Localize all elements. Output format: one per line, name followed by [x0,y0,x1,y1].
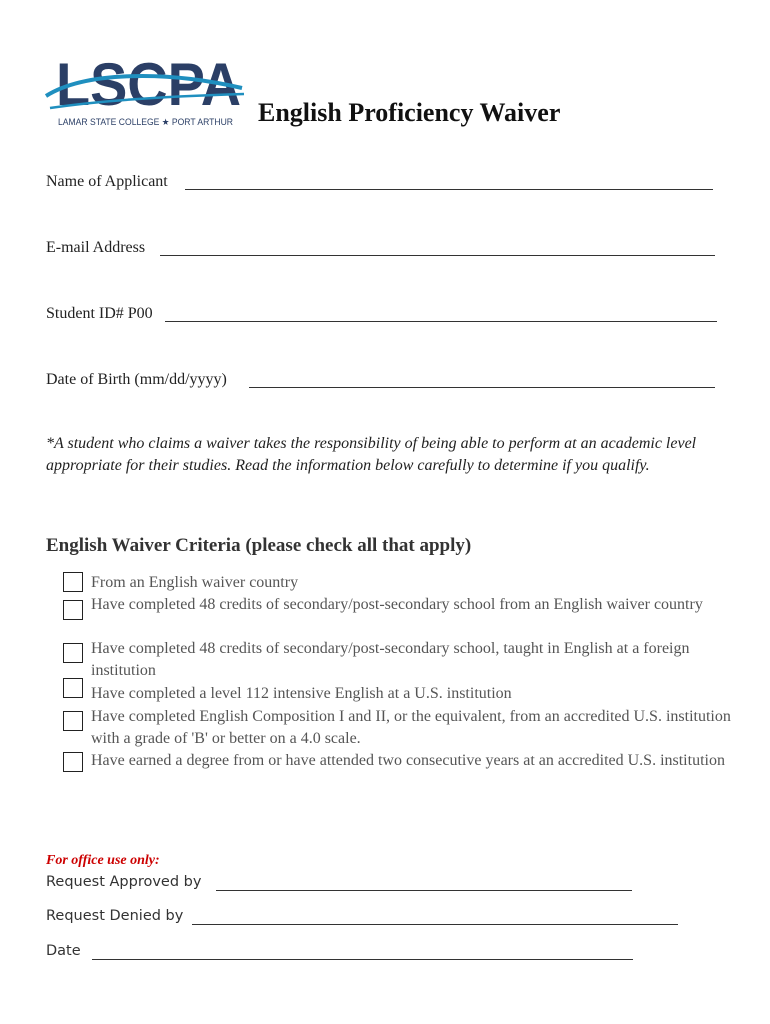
document-title: English Proficiency Waiver [258,98,561,127]
date-label: Date [46,943,81,959]
criteria-item-1: From an English waiver country [91,574,299,591]
lscpa-logo-graphic [44,50,249,130]
criteria-item-6: Have earned a degree from or have attended two consecutive years at an accredited U.S. institution [91,752,725,769]
name-field[interactable] [185,174,713,190]
name-label: Name of Applicant [46,173,168,190]
approved-by-field[interactable] [216,876,632,891]
criteria-checkbox-1[interactable] [63,572,83,592]
criteria-item-4: Have completed a level 112 intensive English at a U.S. institution [91,685,512,702]
student-id-label: Student ID# P00 [46,305,153,322]
criteria-item-2: Have completed 48 credits of secondary/post-secondary school from an English waiver country [91,596,703,613]
criteria-checkbox-2[interactable] [63,600,83,620]
approved-by-label: Request Approved by [46,874,202,890]
dob-field[interactable] [249,372,715,388]
email-field[interactable] [160,240,715,256]
criteria-checkbox-5[interactable] [63,711,83,731]
criteria-heading: English Waiver Criteria (please check all that apply) [46,535,472,556]
criteria-item-3: Have completed 48 credits of secondary/post-secondary school, taught in English at a foreign institution [91,640,690,679]
criteria-checkbox-6[interactable] [63,752,83,772]
denied-by-label: Request Denied by [46,908,184,924]
lscpa-logo [44,50,249,130]
denied-by-field[interactable] [192,910,678,925]
date-field[interactable] [92,945,633,960]
criteria-checkbox-4[interactable] [63,678,83,698]
office-use-title: For office use only: [46,853,160,868]
criteria-item-5: Have completed English Composition I and II, or the equivalent, from an accredited U.S. institution with a grade of 'B' or better on a 4.0 scale. [91,708,731,747]
logo-wordmark: LSCPA [56,51,241,118]
dob-label: Date of Birth (mm/dd/yyyy) [46,371,227,388]
criteria-checkbox-3[interactable] [63,643,83,663]
student-id-field[interactable] [165,306,717,322]
logo-subtitle: LAMAR STATE COLLEGE ★ PORT ARTHUR [58,117,234,127]
email-label: E-mail Address [46,239,146,256]
waiver-notice: *A student who claims a waiver takes the responsibility of being able to perform at an academic level appropriate for their studies. Read the information below carefully to determine if you qualify. [46,435,697,474]
